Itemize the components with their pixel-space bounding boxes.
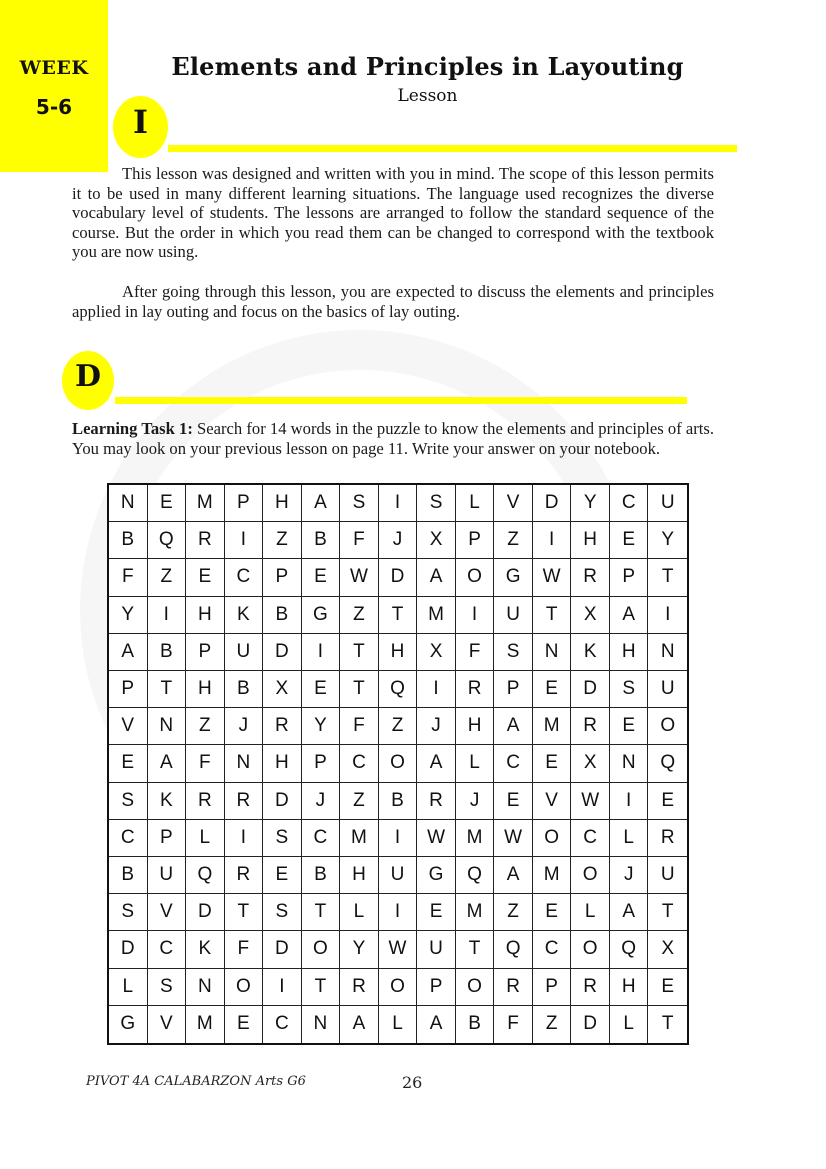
puzzle-cell[interactable]: C — [340, 745, 379, 782]
puzzle-cell[interactable]: J — [417, 708, 456, 745]
puzzle-cell[interactable]: L — [610, 1006, 649, 1043]
puzzle-cell[interactable]: W — [494, 820, 533, 857]
puzzle-cell[interactable]: E — [263, 857, 302, 894]
puzzle-cell[interactable]: S — [494, 634, 533, 671]
puzzle-cell[interactable]: P — [533, 969, 572, 1006]
puzzle-cell[interactable]: Q — [494, 931, 533, 968]
puzzle-cell[interactable]: L — [456, 485, 495, 522]
puzzle-cell[interactable]: Y — [648, 522, 687, 559]
puzzle-cell[interactable]: J — [302, 783, 341, 820]
puzzle-cell[interactable]: H — [456, 708, 495, 745]
puzzle-cell[interactable]: P — [302, 745, 341, 782]
puzzle-cell[interactable]: F — [225, 931, 264, 968]
puzzle-cell[interactable]: B — [225, 671, 264, 708]
puzzle-cell[interactable]: F — [340, 522, 379, 559]
puzzle-cell[interactable]: N — [109, 485, 148, 522]
puzzle-cell[interactable]: I — [225, 820, 264, 857]
puzzle-cell[interactable]: D — [533, 485, 572, 522]
puzzle-cell[interactable]: R — [571, 969, 610, 1006]
puzzle-cell[interactable]: D — [109, 931, 148, 968]
task-text: Search for 14 words in the puzzle to know the elements and principles of arts. You may look on your previous lesson on page 11. Write your answer on your notebook. — [72, 419, 714, 458]
puzzle-cell[interactable]: P — [109, 671, 148, 708]
puzzle-cell[interactable]: T — [225, 894, 264, 931]
puzzle-cell[interactable]: C — [263, 1006, 302, 1043]
puzzle-cell[interactable]: F — [186, 745, 225, 782]
puzzle-cell[interactable]: I — [379, 485, 418, 522]
puzzle-cell[interactable]: P — [610, 559, 649, 596]
puzzle-cell[interactable]: W — [533, 559, 572, 596]
puzzle-cell[interactable]: O — [379, 745, 418, 782]
puzzle-cell[interactable]: M — [186, 485, 225, 522]
puzzle-cell[interactable]: Z — [340, 783, 379, 820]
puzzle-cell[interactable]: E — [494, 783, 533, 820]
puzzle-cell[interactable]: Z — [340, 597, 379, 634]
puzzle-cell[interactable]: H — [610, 634, 649, 671]
page-subtitle: Lesson — [397, 86, 458, 106]
puzzle-cell[interactable]: L — [610, 820, 649, 857]
puzzle-cell[interactable]: L — [379, 1006, 418, 1043]
puzzle-cell[interactable]: X — [571, 745, 610, 782]
puzzle-cell[interactable]: D — [186, 894, 225, 931]
puzzle-cell[interactable]: S — [109, 894, 148, 931]
puzzle-cell[interactable]: R — [225, 857, 264, 894]
puzzle-cell[interactable]: D — [379, 559, 418, 596]
puzzle-cell[interactable]: W — [340, 559, 379, 596]
puzzle-cell[interactable]: H — [263, 745, 302, 782]
puzzle-cell[interactable]: R — [225, 783, 264, 820]
puzzle-cell[interactable]: I — [263, 969, 302, 1006]
page-title: Elements and Principles in Layouting — [171, 52, 684, 81]
puzzle-cell[interactable]: M — [533, 857, 572, 894]
puzzle-cell[interactable]: H — [610, 969, 649, 1006]
puzzle-cell[interactable]: K — [225, 597, 264, 634]
puzzle-cell[interactable]: S — [610, 671, 649, 708]
puzzle-cell[interactable]: P — [263, 559, 302, 596]
puzzle-cell[interactable]: V — [109, 708, 148, 745]
puzzle-cell[interactable]: U — [417, 931, 456, 968]
puzzle-cell[interactable]: B — [302, 857, 341, 894]
puzzle-cell[interactable]: E — [648, 969, 687, 1006]
puzzle-cell[interactable]: D — [263, 783, 302, 820]
puzzle-cell[interactable]: A — [417, 745, 456, 782]
puzzle-cell[interactable]: N — [186, 969, 225, 1006]
puzzle-cell[interactable]: E — [186, 559, 225, 596]
puzzle-cell[interactable]: Z — [148, 559, 187, 596]
puzzle-cell[interactable]: D — [571, 1006, 610, 1043]
puzzle-cell[interactable]: E — [610, 708, 649, 745]
puzzle-cell[interactable]: O — [648, 708, 687, 745]
puzzle-cell[interactable]: M — [417, 597, 456, 634]
puzzle-cell[interactable]: E — [533, 671, 572, 708]
puzzle-cell[interactable]: P — [417, 969, 456, 1006]
puzzle-cell[interactable]: V — [533, 783, 572, 820]
puzzle-cell[interactable]: P — [456, 522, 495, 559]
puzzle-cell[interactable]: L — [340, 894, 379, 931]
puzzle-cell[interactable]: D — [263, 634, 302, 671]
puzzle-cell[interactable]: I — [225, 522, 264, 559]
puzzle-cell[interactable]: L — [456, 745, 495, 782]
puzzle-cell[interactable]: E — [302, 671, 341, 708]
puzzle-cell[interactable]: I — [379, 820, 418, 857]
puzzle-cell[interactable]: F — [340, 708, 379, 745]
footer-source: PIVOT 4A CALABARZON Arts G6 — [86, 1074, 306, 1089]
intro-paragraph — [72, 164, 714, 262]
puzzle-cell[interactable]: A — [109, 634, 148, 671]
puzzle-cell[interactable]: N — [148, 708, 187, 745]
puzzle-cell[interactable]: R — [571, 708, 610, 745]
puzzle-cell[interactable]: E — [417, 894, 456, 931]
puzzle-cell[interactable]: Z — [494, 522, 533, 559]
puzzle-cell[interactable]: I — [648, 597, 687, 634]
puzzle-cell[interactable]: T — [379, 597, 418, 634]
puzzle-cell[interactable]: R — [186, 783, 225, 820]
objective-text: After going through this lesson, you are expected to discuss the elements and principles applied in lay outing and focus on the basics of lay outing. — [72, 282, 714, 321]
puzzle-cell[interactable]: O — [456, 969, 495, 1006]
puzzle-cell[interactable]: X — [571, 597, 610, 634]
puzzle-cell[interactable]: J — [379, 522, 418, 559]
puzzle-cell[interactable]: W — [571, 783, 610, 820]
puzzle-cell[interactable]: C — [225, 559, 264, 596]
puzzle-cell[interactable]: R — [340, 969, 379, 1006]
puzzle-cell[interactable]: M — [456, 894, 495, 931]
puzzle-cell[interactable]: E — [148, 485, 187, 522]
learning-task-instructions — [72, 419, 714, 458]
puzzle-cell[interactable]: L — [571, 894, 610, 931]
puzzle-cell[interactable]: Z — [186, 708, 225, 745]
puzzle-cell[interactable]: L — [186, 820, 225, 857]
puzzle-cell[interactable]: C — [533, 931, 572, 968]
puzzle-cell[interactable]: T — [648, 894, 687, 931]
puzzle-cell[interactable]: B — [302, 522, 341, 559]
puzzle-cell[interactable]: N — [533, 634, 572, 671]
puzzle-cell[interactable]: T — [533, 597, 572, 634]
puzzle-cell[interactable]: O — [571, 931, 610, 968]
puzzle-cell[interactable]: I — [610, 783, 649, 820]
section-i-badge — [113, 96, 168, 158]
puzzle-cell[interactable]: C — [571, 820, 610, 857]
puzzle-cell[interactable]: R — [648, 820, 687, 857]
puzzle-cell[interactable]: H — [379, 634, 418, 671]
puzzle-cell[interactable]: A — [340, 1006, 379, 1043]
puzzle-cell[interactable]: T — [648, 559, 687, 596]
puzzle-cell[interactable]: B — [148, 634, 187, 671]
puzzle-cell[interactable]: C — [109, 820, 148, 857]
puzzle-cell[interactable]: I — [148, 597, 187, 634]
puzzle-cell[interactable]: X — [263, 671, 302, 708]
section-d-letter: D — [74, 359, 101, 394]
section-d-divider — [115, 397, 687, 404]
puzzle-cell[interactable]: A — [610, 894, 649, 931]
puzzle-cell[interactable]: S — [263, 820, 302, 857]
puzzle-cell[interactable]: Q — [610, 931, 649, 968]
puzzle-cell[interactable]: N — [225, 745, 264, 782]
section-i-divider — [168, 145, 737, 152]
puzzle-cell[interactable]: J — [610, 857, 649, 894]
puzzle-cell[interactable]: Q — [648, 745, 687, 782]
puzzle-cell[interactable]: A — [148, 745, 187, 782]
objective-paragraph — [72, 282, 714, 321]
puzzle-cell[interactable]: E — [109, 745, 148, 782]
puzzle-cell[interactable]: C — [610, 485, 649, 522]
puzzle-cell[interactable]: Z — [263, 522, 302, 559]
puzzle-cell[interactable]: U — [379, 857, 418, 894]
puzzle-cell[interactable]: U — [648, 857, 687, 894]
puzzle-cell[interactable]: O — [571, 857, 610, 894]
puzzle-cell[interactable]: P — [148, 820, 187, 857]
puzzle-cell[interactable]: I — [302, 634, 341, 671]
puzzle-cell[interactable]: U — [494, 597, 533, 634]
puzzle-cell[interactable]: X — [648, 931, 687, 968]
puzzle-cell[interactable]: C — [302, 820, 341, 857]
puzzle-cell[interactable]: L — [109, 969, 148, 1006]
page-number: 26 — [402, 1073, 423, 1092]
puzzle-cell[interactable]: I — [533, 522, 572, 559]
puzzle-cell[interactable]: V — [148, 1006, 187, 1043]
puzzle-cell[interactable]: E — [648, 783, 687, 820]
task-label: Learning Task 1: — [72, 419, 193, 438]
puzzle-cell[interactable]: O — [533, 820, 572, 857]
puzzle-cell[interactable]: Z — [494, 894, 533, 931]
puzzle-cell[interactable]: X — [417, 522, 456, 559]
puzzle-cell[interactable]: W — [379, 931, 418, 968]
puzzle-cell[interactable]: R — [571, 559, 610, 596]
puzzle-cell[interactable]: H — [263, 485, 302, 522]
puzzle-cell[interactable]: S — [340, 485, 379, 522]
puzzle-cell[interactable]: E — [533, 894, 572, 931]
puzzle-cell[interactable]: T — [302, 969, 341, 1006]
puzzle-cell[interactable]: H — [186, 597, 225, 634]
puzzle-cell[interactable]: R — [186, 522, 225, 559]
puzzle-cell[interactable]: T — [302, 894, 341, 931]
puzzle-cell[interactable]: I — [456, 597, 495, 634]
puzzle-cell[interactable]: B — [263, 597, 302, 634]
puzzle-cell[interactable]: T — [148, 671, 187, 708]
puzzle-cell[interactable]: U — [225, 634, 264, 671]
puzzle-cell[interactable]: M — [456, 820, 495, 857]
puzzle-cell[interactable]: S — [417, 485, 456, 522]
puzzle-cell[interactable]: V — [494, 485, 533, 522]
puzzle-cell[interactable]: Y — [340, 931, 379, 968]
puzzle-cell[interactable]: Q — [456, 857, 495, 894]
puzzle-cell[interactable]: A — [417, 559, 456, 596]
puzzle-cell[interactable]: R — [494, 969, 533, 1006]
puzzle-cell[interactable]: J — [456, 783, 495, 820]
intro-text: This lesson was designed and written with you in mind. The scope of this lesson permits it to be used in many different learning situations. The language used recognizes the diverse vocabulary level of students. The lessons are arranged to follow the standard sequence of the course. But the order in which you read them can be changed to correspond with the textbook you are now using. — [72, 164, 714, 262]
puzzle-cell[interactable]: Y — [571, 485, 610, 522]
puzzle-cell[interactable]: O — [379, 969, 418, 1006]
puzzle-cell[interactable]: X — [417, 634, 456, 671]
puzzle-cell[interactable]: M — [186, 1006, 225, 1043]
puzzle-cell[interactable]: E — [610, 522, 649, 559]
puzzle-cell[interactable]: W — [417, 820, 456, 857]
puzzle-cell[interactable]: T — [340, 634, 379, 671]
puzzle-cell[interactable]: Z — [379, 708, 418, 745]
puzzle-cell[interactable]: E — [533, 745, 572, 782]
word-search-grid — [107, 483, 689, 1045]
puzzle-cell[interactable]: N — [610, 745, 649, 782]
puzzle-cell[interactable]: S — [263, 894, 302, 931]
puzzle-cell[interactable]: C — [148, 931, 187, 968]
puzzle-cell[interactable]: G — [302, 597, 341, 634]
puzzle-cell[interactable]: U — [648, 485, 687, 522]
week-banner — [0, 0, 108, 172]
puzzle-cell[interactable]: E — [225, 1006, 264, 1043]
puzzle-cell[interactable]: H — [186, 671, 225, 708]
puzzle-cell[interactable]: A — [302, 485, 341, 522]
section-d-badge — [62, 351, 114, 410]
puzzle-cell[interactable]: Q — [379, 671, 418, 708]
puzzle-cell[interactable]: P — [186, 634, 225, 671]
puzzle-cell[interactable]: R — [417, 783, 456, 820]
puzzle-cell[interactable]: G — [109, 1006, 148, 1043]
week-label: WEEK — [19, 57, 89, 79]
puzzle-cell[interactable]: D — [571, 671, 610, 708]
puzzle-cell[interactable]: B — [109, 522, 148, 559]
puzzle-cell[interactable]: B — [109, 857, 148, 894]
puzzle-cell[interactable]: A — [610, 597, 649, 634]
puzzle-cell[interactable]: T — [340, 671, 379, 708]
puzzle-cell[interactable]: H — [340, 857, 379, 894]
puzzle-cell[interactable]: R — [456, 671, 495, 708]
puzzle-cell[interactable]: M — [533, 708, 572, 745]
puzzle-cell[interactable]: V — [148, 894, 187, 931]
puzzle-cell[interactable]: J — [225, 708, 264, 745]
section-i-letter: I — [133, 103, 148, 141]
puzzle-cell[interactable]: S — [148, 969, 187, 1006]
week-number: 5-6 — [35, 95, 73, 119]
puzzle-cell[interactable]: K — [186, 931, 225, 968]
puzzle-cell[interactable]: C — [494, 745, 533, 782]
puzzle-cell[interactable]: R — [263, 708, 302, 745]
puzzle-cell[interactable]: G — [417, 857, 456, 894]
puzzle-cell[interactable]: N — [302, 1006, 341, 1043]
puzzle-cell[interactable]: P — [494, 671, 533, 708]
puzzle-cell[interactable]: M — [340, 820, 379, 857]
puzzle-cell[interactable]: A — [494, 857, 533, 894]
puzzle-cell[interactable]: I — [379, 894, 418, 931]
puzzle-cell[interactable]: G — [494, 559, 533, 596]
puzzle-cell[interactable]: F — [494, 1006, 533, 1043]
puzzle-cell[interactable]: H — [571, 522, 610, 559]
puzzle-cell[interactable]: E — [302, 559, 341, 596]
puzzle-cell[interactable]: T — [661, 1013, 674, 1035]
puzzle-cell[interactable]: U — [148, 857, 187, 894]
puzzle-cell[interactable]: Y — [302, 708, 341, 745]
puzzle-cell[interactable]: O — [456, 559, 495, 596]
puzzle-cell[interactable]: F — [109, 559, 148, 596]
puzzle-cell[interactable]: B — [456, 1006, 495, 1043]
puzzle-cell[interactable]: O — [225, 969, 264, 1006]
puzzle-cell[interactable]: T — [456, 931, 495, 968]
puzzle-cell[interactable]: Y — [109, 597, 148, 634]
puzzle-cell[interactable]: K — [571, 634, 610, 671]
puzzle-cell[interactable]: P — [225, 485, 264, 522]
puzzle-cell[interactable]: Q — [186, 857, 225, 894]
puzzle-cell[interactable]: O — [302, 931, 341, 968]
puzzle-cell[interactable]: D — [263, 931, 302, 968]
puzzle-cell[interactable]: U — [648, 671, 687, 708]
puzzle-cell[interactable]: I — [417, 671, 456, 708]
puzzle-cell[interactable]: A — [417, 1006, 456, 1043]
puzzle-cell[interactable]: S — [109, 783, 148, 820]
puzzle-cell[interactable]: B — [379, 783, 418, 820]
puzzle-cell[interactable]: A — [494, 708, 533, 745]
puzzle-cell[interactable]: Z — [533, 1006, 572, 1043]
puzzle-cell[interactable]: N — [648, 634, 687, 671]
puzzle-cell[interactable]: Q — [148, 522, 187, 559]
puzzle-cell[interactable]: F — [456, 634, 495, 671]
puzzle-cell[interactable]: K — [148, 783, 187, 820]
